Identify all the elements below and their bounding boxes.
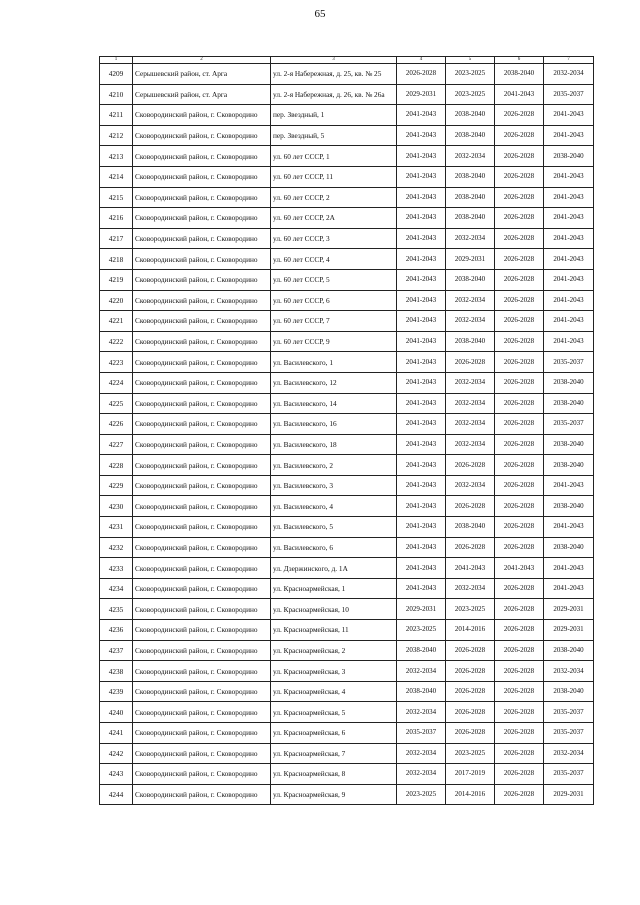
row-number-cell: 4210 bbox=[100, 84, 133, 105]
period-col-7-cell: 2035-2037 bbox=[544, 84, 594, 105]
period-col-6-cell: 2026-2028 bbox=[495, 331, 544, 352]
district-locality-cell: Сковородинский район, г. Сковородино bbox=[133, 372, 271, 393]
period-col-6-cell: 2026-2028 bbox=[495, 620, 544, 641]
district-locality-cell: Сковородинский район, г. Сковородино bbox=[133, 784, 271, 805]
address-cell: ул. Красноармейская, 10 bbox=[271, 599, 397, 620]
table-row bbox=[100, 764, 594, 785]
period-col-6-cell: 2026-2028 bbox=[495, 372, 544, 393]
row-number-cell: 4224 bbox=[100, 372, 133, 393]
period-col-6-cell: 2026-2028 bbox=[495, 269, 544, 290]
period-col-6-cell: 2026-2028 bbox=[495, 723, 544, 744]
table-row bbox=[100, 496, 594, 517]
period-col-7-cell: 2029-2031 bbox=[544, 784, 594, 805]
address-cell: ул. Василевского, 5 bbox=[271, 517, 397, 538]
period-col-5-cell: 2026-2028 bbox=[446, 702, 495, 723]
period-col-6-cell: 2026-2028 bbox=[495, 414, 544, 435]
period-col-5-cell: 2038-2040 bbox=[446, 166, 495, 187]
page-number: 65 bbox=[314, 8, 326, 20]
period-col-5-cell: 2029-2031 bbox=[446, 249, 495, 270]
district-locality-cell: Сковородинский район, г. Сковородино bbox=[133, 702, 271, 723]
row-number-cell: 4239 bbox=[100, 681, 133, 702]
period-col-4-cell: 2041-2043 bbox=[397, 455, 446, 476]
period-col-6-cell: 2026-2028 bbox=[495, 249, 544, 270]
column-number-header: 6 bbox=[495, 57, 544, 64]
period-col-4-cell: 2041-2043 bbox=[397, 517, 446, 538]
period-col-6-cell: 2026-2028 bbox=[495, 517, 544, 538]
period-col-6-cell: 2026-2028 bbox=[495, 187, 544, 208]
table-row bbox=[100, 414, 594, 435]
district-locality-cell: Сковородинский район, г. Сковородино bbox=[133, 723, 271, 744]
address-cell: ул. Василевского, 18 bbox=[271, 434, 397, 455]
address-cell: ул. Красноармейская, 4 bbox=[271, 681, 397, 702]
district-locality-cell: Сковородинский район, г. Сковородино bbox=[133, 105, 271, 126]
district-locality-cell: Сковородинский район, г. Сковородино bbox=[133, 146, 271, 167]
row-number-cell: 4236 bbox=[100, 620, 133, 641]
period-col-4-cell: 2041-2043 bbox=[397, 125, 446, 146]
period-col-6-cell: 2026-2028 bbox=[495, 475, 544, 496]
row-number-cell: 4218 bbox=[100, 249, 133, 270]
period-col-4-cell: 2041-2043 bbox=[397, 105, 446, 126]
period-col-7-cell: 2035-2037 bbox=[544, 414, 594, 435]
period-col-6-cell: 2026-2028 bbox=[495, 661, 544, 682]
table-row bbox=[100, 125, 594, 146]
address-cell: пер. Звездный, 5 bbox=[271, 125, 397, 146]
period-col-4-cell: 2038-2040 bbox=[397, 640, 446, 661]
row-number-cell: 4229 bbox=[100, 475, 133, 496]
table-row bbox=[100, 372, 594, 393]
period-col-4-cell: 2041-2043 bbox=[397, 578, 446, 599]
period-col-6-cell: 2026-2028 bbox=[495, 702, 544, 723]
district-locality-cell: Сковородинский район, г. Сковородино bbox=[133, 620, 271, 641]
period-col-5-cell: 2038-2040 bbox=[446, 269, 495, 290]
period-col-4-cell: 2041-2043 bbox=[397, 372, 446, 393]
table-row bbox=[100, 290, 594, 311]
row-number-cell: 4230 bbox=[100, 496, 133, 517]
period-col-4-cell: 2032-2034 bbox=[397, 702, 446, 723]
period-col-7-cell: 2041-2043 bbox=[544, 125, 594, 146]
period-col-6-cell: 2041-2043 bbox=[495, 84, 544, 105]
period-col-5-cell: 2023-2025 bbox=[446, 743, 495, 764]
period-col-5-cell: 2017-2019 bbox=[446, 764, 495, 785]
address-cell: ул. Красноармейская, 6 bbox=[271, 723, 397, 744]
period-col-4-cell: 2041-2043 bbox=[397, 352, 446, 373]
address-cell: ул. 60 лет СССР, 6 bbox=[271, 290, 397, 311]
district-locality-cell: Сковородинский район, г. Сковородино bbox=[133, 290, 271, 311]
period-col-7-cell: 2038-2040 bbox=[544, 681, 594, 702]
period-col-5-cell: 2014-2016 bbox=[446, 784, 495, 805]
period-col-5-cell: 2026-2028 bbox=[446, 640, 495, 661]
period-col-7-cell: 2041-2043 bbox=[544, 517, 594, 538]
district-locality-cell: Сковородинский район, г. Сковородино bbox=[133, 640, 271, 661]
table-row bbox=[100, 146, 594, 167]
row-number-cell: 4216 bbox=[100, 208, 133, 229]
row-number-cell: 4235 bbox=[100, 599, 133, 620]
table-row bbox=[100, 558, 594, 579]
period-col-5-cell: 2032-2034 bbox=[446, 393, 495, 414]
table-row bbox=[100, 208, 594, 229]
period-col-7-cell: 2038-2040 bbox=[544, 393, 594, 414]
address-cell: ул. Дзержинского, д. 1А bbox=[271, 558, 397, 579]
period-col-7-cell: 2035-2037 bbox=[544, 723, 594, 744]
district-locality-cell: Сковородинский район, г. Сковородино bbox=[133, 764, 271, 785]
period-col-6-cell: 2026-2028 bbox=[495, 743, 544, 764]
period-col-6-cell: 2026-2028 bbox=[495, 764, 544, 785]
period-col-7-cell: 2041-2043 bbox=[544, 208, 594, 229]
district-locality-cell: Сковородинский район, г. Сковородино bbox=[133, 311, 271, 332]
district-locality-cell: Сковородинский район, г. Сковородино bbox=[133, 681, 271, 702]
period-col-5-cell: 2032-2034 bbox=[446, 372, 495, 393]
period-col-7-cell: 2035-2037 bbox=[544, 352, 594, 373]
address-cell: ул. 60 лет СССР, 2 bbox=[271, 187, 397, 208]
table-row bbox=[100, 64, 594, 85]
address-cell: ул. Красноармейская, 8 bbox=[271, 764, 397, 785]
address-cell: ул. Василевского, 3 bbox=[271, 475, 397, 496]
period-col-7-cell: 2041-2043 bbox=[544, 105, 594, 126]
period-col-7-cell: 2041-2043 bbox=[544, 578, 594, 599]
period-col-7-cell: 2041-2043 bbox=[544, 475, 594, 496]
row-number-cell: 4242 bbox=[100, 743, 133, 764]
period-col-4-cell: 2041-2043 bbox=[397, 249, 446, 270]
period-col-4-cell: 2041-2043 bbox=[397, 414, 446, 435]
period-col-7-cell: 2041-2043 bbox=[544, 166, 594, 187]
registry-table bbox=[99, 56, 594, 805]
district-locality-cell: Сковородинский район, г. Сковородино bbox=[133, 455, 271, 476]
period-col-6-cell: 2026-2028 bbox=[495, 352, 544, 373]
row-number-cell: 4231 bbox=[100, 517, 133, 538]
period-col-4-cell: 2023-2025 bbox=[397, 784, 446, 805]
period-col-6-cell: 2026-2028 bbox=[495, 578, 544, 599]
address-cell: ул. Красноармейская, 7 bbox=[271, 743, 397, 764]
period-col-5-cell: 2032-2034 bbox=[446, 475, 495, 496]
period-col-4-cell: 2032-2034 bbox=[397, 764, 446, 785]
row-number-cell: 4221 bbox=[100, 311, 133, 332]
period-col-4-cell: 2026-2028 bbox=[397, 64, 446, 85]
district-locality-cell: Сковородинский район, г. Сковородино bbox=[133, 661, 271, 682]
period-col-4-cell: 2041-2043 bbox=[397, 331, 446, 352]
district-locality-cell: Сковородинский район, г. Сковородино bbox=[133, 517, 271, 538]
period-col-5-cell: 2032-2034 bbox=[446, 414, 495, 435]
address-cell: ул. Красноармейская, 3 bbox=[271, 661, 397, 682]
period-col-5-cell: 2032-2034 bbox=[446, 228, 495, 249]
period-col-4-cell: 2041-2043 bbox=[397, 496, 446, 517]
period-col-4-cell: 2041-2043 bbox=[397, 290, 446, 311]
period-col-4-cell: 2041-2043 bbox=[397, 434, 446, 455]
table-row bbox=[100, 166, 594, 187]
period-col-7-cell: 2041-2043 bbox=[544, 228, 594, 249]
period-col-6-cell: 2026-2028 bbox=[495, 434, 544, 455]
district-locality-cell: Сковородинский район, г. Сковородино bbox=[133, 352, 271, 373]
period-col-4-cell: 2041-2043 bbox=[397, 393, 446, 414]
period-col-7-cell: 2032-2034 bbox=[544, 661, 594, 682]
period-col-5-cell: 2026-2028 bbox=[446, 723, 495, 744]
row-number-cell: 4244 bbox=[100, 784, 133, 805]
period-col-7-cell: 2038-2040 bbox=[544, 146, 594, 167]
column-number-header: 3 bbox=[271, 57, 397, 64]
period-col-4-cell: 2041-2043 bbox=[397, 146, 446, 167]
period-col-4-cell: 2023-2025 bbox=[397, 620, 446, 641]
period-col-6-cell: 2026-2028 bbox=[495, 599, 544, 620]
row-number-cell: 4237 bbox=[100, 640, 133, 661]
column-number-header: 4 bbox=[397, 57, 446, 64]
row-number-cell: 4215 bbox=[100, 187, 133, 208]
district-locality-cell: Сковородинский район, г. Сковородино bbox=[133, 434, 271, 455]
district-locality-cell: Сковородинский район, г. Сковородино bbox=[133, 578, 271, 599]
address-cell: ул. Василевского, 1 bbox=[271, 352, 397, 373]
period-col-6-cell: 2026-2028 bbox=[495, 537, 544, 558]
address-cell: ул. 60 лет СССР, 7 bbox=[271, 311, 397, 332]
row-number-cell: 4238 bbox=[100, 661, 133, 682]
period-col-5-cell: 2038-2040 bbox=[446, 517, 495, 538]
address-cell: ул. Красноармейская, 9 bbox=[271, 784, 397, 805]
column-number-header: 7 bbox=[544, 57, 594, 64]
table-row bbox=[100, 84, 594, 105]
table-row bbox=[100, 702, 594, 723]
address-cell: ул. 60 лет СССР, 1 bbox=[271, 146, 397, 167]
district-locality-cell: Сковородинский район, г. Сковородино bbox=[133, 208, 271, 229]
row-number-cell: 4227 bbox=[100, 434, 133, 455]
period-col-7-cell: 2041-2043 bbox=[544, 269, 594, 290]
period-col-6-cell: 2041-2043 bbox=[495, 558, 544, 579]
address-cell: ул. 60 лет СССР, 3 bbox=[271, 228, 397, 249]
period-col-5-cell: 2038-2040 bbox=[446, 208, 495, 229]
table-row bbox=[100, 681, 594, 702]
address-cell: ул. 60 лет СССР, 4 bbox=[271, 249, 397, 270]
table-row bbox=[100, 743, 594, 764]
address-cell: ул. Красноармейская, 5 bbox=[271, 702, 397, 723]
period-col-7-cell: 2038-2040 bbox=[544, 455, 594, 476]
address-cell: ул. 60 лет СССР, 5 bbox=[271, 269, 397, 290]
period-col-5-cell: 2026-2028 bbox=[446, 496, 495, 517]
row-number-cell: 4243 bbox=[100, 764, 133, 785]
table-row bbox=[100, 331, 594, 352]
table-row bbox=[100, 537, 594, 558]
address-cell: ул. Василевского, 16 bbox=[271, 414, 397, 435]
table-row bbox=[100, 784, 594, 805]
period-col-4-cell: 2041-2043 bbox=[397, 311, 446, 332]
period-col-4-cell: 2041-2043 bbox=[397, 558, 446, 579]
row-number-cell: 4220 bbox=[100, 290, 133, 311]
district-locality-cell: Сковородинский район, г. Сковородино bbox=[133, 414, 271, 435]
period-col-7-cell: 2029-2031 bbox=[544, 599, 594, 620]
address-cell: ул. Красноармейская, 2 bbox=[271, 640, 397, 661]
row-number-cell: 4217 bbox=[100, 228, 133, 249]
row-number-cell: 4219 bbox=[100, 269, 133, 290]
period-col-7-cell: 2041-2043 bbox=[544, 187, 594, 208]
period-col-4-cell: 2041-2043 bbox=[397, 166, 446, 187]
address-cell: ул. Василевского, 4 bbox=[271, 496, 397, 517]
period-col-7-cell: 2029-2031 bbox=[544, 620, 594, 641]
period-col-4-cell: 2041-2043 bbox=[397, 228, 446, 249]
period-col-5-cell: 2023-2025 bbox=[446, 599, 495, 620]
table-row bbox=[100, 723, 594, 744]
period-col-7-cell: 2041-2043 bbox=[544, 331, 594, 352]
period-col-4-cell: 2041-2043 bbox=[397, 537, 446, 558]
period-col-7-cell: 2041-2043 bbox=[544, 311, 594, 332]
period-col-5-cell: 2032-2034 bbox=[446, 146, 495, 167]
address-cell: ул. 60 лет СССР, 11 bbox=[271, 166, 397, 187]
row-number-cell: 4213 bbox=[100, 146, 133, 167]
period-col-6-cell: 2026-2028 bbox=[495, 290, 544, 311]
period-col-7-cell: 2032-2034 bbox=[544, 743, 594, 764]
period-col-7-cell: 2035-2037 bbox=[544, 764, 594, 785]
period-col-4-cell: 2032-2034 bbox=[397, 661, 446, 682]
column-number-header: 2 bbox=[133, 57, 271, 64]
period-col-7-cell: 2038-2040 bbox=[544, 496, 594, 517]
table-row bbox=[100, 455, 594, 476]
table-row bbox=[100, 640, 594, 661]
period-col-5-cell: 2032-2034 bbox=[446, 434, 495, 455]
district-locality-cell: Сковородинский район, г. Сковородино bbox=[133, 269, 271, 290]
row-number-cell: 4214 bbox=[100, 166, 133, 187]
period-col-5-cell: 2041-2043 bbox=[446, 558, 495, 579]
table-row bbox=[100, 393, 594, 414]
table-row bbox=[100, 187, 594, 208]
period-col-5-cell: 2026-2028 bbox=[446, 661, 495, 682]
period-col-7-cell: 2041-2043 bbox=[544, 290, 594, 311]
period-col-5-cell: 2026-2028 bbox=[446, 352, 495, 373]
table-row bbox=[100, 105, 594, 126]
period-col-4-cell: 2041-2043 bbox=[397, 187, 446, 208]
row-number-cell: 4212 bbox=[100, 125, 133, 146]
district-locality-cell: Сковородинский район, г. Сковородино bbox=[133, 187, 271, 208]
row-number-cell: 4226 bbox=[100, 414, 133, 435]
period-col-4-cell: 2041-2043 bbox=[397, 475, 446, 496]
district-locality-cell: Сковородинский район, г. Сковородино bbox=[133, 743, 271, 764]
period-col-4-cell: 2032-2034 bbox=[397, 743, 446, 764]
district-locality-cell: Сковородинский район, г. Сковородино bbox=[133, 331, 271, 352]
district-locality-cell: Сковородинский район, г. Сковородино bbox=[133, 496, 271, 517]
row-number-cell: 4233 bbox=[100, 558, 133, 579]
period-col-6-cell: 2026-2028 bbox=[495, 784, 544, 805]
period-col-4-cell: 2029-2031 bbox=[397, 599, 446, 620]
column-number-row bbox=[100, 57, 594, 64]
table-row bbox=[100, 434, 594, 455]
district-locality-cell: Сковородинский район, г. Сковородино bbox=[133, 393, 271, 414]
address-cell: ул. 60 лет СССР, 9 bbox=[271, 331, 397, 352]
period-col-5-cell: 2023-2025 bbox=[446, 64, 495, 85]
district-locality-cell: Серышевский район, ст. Арга bbox=[133, 84, 271, 105]
row-number-cell: 4234 bbox=[100, 578, 133, 599]
row-number-cell: 4225 bbox=[100, 393, 133, 414]
district-locality-cell: Сковородинский район, г. Сковородино bbox=[133, 599, 271, 620]
period-col-7-cell: 2032-2034 bbox=[544, 64, 594, 85]
address-cell: ул. Василевского, 14 bbox=[271, 393, 397, 414]
address-cell: ул. 2-я Набережная, д. 26, кв. № 26а bbox=[271, 84, 397, 105]
district-locality-cell: Серышевский район, ст. Арга bbox=[133, 64, 271, 85]
address-cell: ул. 2-я Набережная, д. 25, кв. № 25 bbox=[271, 64, 397, 85]
period-col-5-cell: 2026-2028 bbox=[446, 537, 495, 558]
period-col-7-cell: 2038-2040 bbox=[544, 640, 594, 661]
table-row bbox=[100, 620, 594, 641]
period-col-6-cell: 2026-2028 bbox=[495, 640, 544, 661]
district-locality-cell: Сковородинский район, г. Сковородино bbox=[133, 249, 271, 270]
period-col-7-cell: 2038-2040 bbox=[544, 537, 594, 558]
period-col-6-cell: 2038-2040 bbox=[495, 64, 544, 85]
address-cell: ул. Василевского, 6 bbox=[271, 537, 397, 558]
table-row bbox=[100, 352, 594, 373]
period-col-5-cell: 2038-2040 bbox=[446, 187, 495, 208]
address-cell: ул. Красноармейская, 1 bbox=[271, 578, 397, 599]
table-row bbox=[100, 578, 594, 599]
row-number-cell: 4240 bbox=[100, 702, 133, 723]
period-col-4-cell: 2035-2037 bbox=[397, 723, 446, 744]
period-col-6-cell: 2026-2028 bbox=[495, 496, 544, 517]
district-locality-cell: Сковородинский район, г. Сковородино bbox=[133, 228, 271, 249]
period-col-6-cell: 2026-2028 bbox=[495, 393, 544, 414]
period-col-6-cell: 2026-2028 bbox=[495, 208, 544, 229]
table-row bbox=[100, 661, 594, 682]
period-col-5-cell: 2023-2025 bbox=[446, 84, 495, 105]
address-cell: ул. Василевского, 12 bbox=[271, 372, 397, 393]
district-locality-cell: Сковородинский район, г. Сковородино bbox=[133, 125, 271, 146]
period-col-7-cell: 2041-2043 bbox=[544, 558, 594, 579]
period-col-5-cell: 2026-2028 bbox=[446, 455, 495, 476]
row-number-cell: 4232 bbox=[100, 537, 133, 558]
table-row bbox=[100, 249, 594, 270]
period-col-5-cell: 2038-2040 bbox=[446, 331, 495, 352]
period-col-5-cell: 2032-2034 bbox=[446, 290, 495, 311]
row-number-cell: 4209 bbox=[100, 64, 133, 85]
period-col-5-cell: 2032-2034 bbox=[446, 311, 495, 332]
district-locality-cell: Сковородинский район, г. Сковородино bbox=[133, 558, 271, 579]
period-col-5-cell: 2038-2040 bbox=[446, 125, 495, 146]
period-col-6-cell: 2026-2028 bbox=[495, 105, 544, 126]
table-body bbox=[100, 64, 594, 805]
period-col-6-cell: 2026-2028 bbox=[495, 146, 544, 167]
period-col-6-cell: 2026-2028 bbox=[495, 125, 544, 146]
period-col-7-cell: 2041-2043 bbox=[544, 249, 594, 270]
table-row bbox=[100, 475, 594, 496]
table-row bbox=[100, 311, 594, 332]
table-row bbox=[100, 228, 594, 249]
period-col-7-cell: 2038-2040 bbox=[544, 372, 594, 393]
period-col-5-cell: 2014-2016 bbox=[446, 620, 495, 641]
row-number-cell: 4223 bbox=[100, 352, 133, 373]
period-col-6-cell: 2026-2028 bbox=[495, 166, 544, 187]
row-number-cell: 4241 bbox=[100, 723, 133, 744]
period-col-6-cell: 2026-2028 bbox=[495, 228, 544, 249]
row-number-cell: 4211 bbox=[100, 105, 133, 126]
period-col-4-cell: 2029-2031 bbox=[397, 84, 446, 105]
table-row bbox=[100, 599, 594, 620]
period-col-4-cell: 2041-2043 bbox=[397, 269, 446, 290]
table-row bbox=[100, 269, 594, 290]
address-cell: ул. Василевского, 2 bbox=[271, 455, 397, 476]
period-col-7-cell: 2038-2040 bbox=[544, 434, 594, 455]
column-number-header: 5 bbox=[446, 57, 495, 64]
district-locality-cell: Сковородинский район, г. Сковородино bbox=[133, 537, 271, 558]
period-col-4-cell: 2041-2043 bbox=[397, 208, 446, 229]
period-col-7-cell: 2035-2037 bbox=[544, 702, 594, 723]
period-col-6-cell: 2026-2028 bbox=[495, 455, 544, 476]
address-cell: ул. 60 лет СССР, 2А bbox=[271, 208, 397, 229]
period-col-5-cell: 2026-2028 bbox=[446, 681, 495, 702]
district-locality-cell: Сковородинский район, г. Сковородино bbox=[133, 166, 271, 187]
row-number-cell: 4222 bbox=[100, 331, 133, 352]
row-number-cell: 4228 bbox=[100, 455, 133, 476]
address-cell: пер. Звездный, 1 bbox=[271, 105, 397, 126]
period-col-4-cell: 2038-2040 bbox=[397, 681, 446, 702]
district-locality-cell: Сковородинский район, г. Сковородино bbox=[133, 475, 271, 496]
period-col-6-cell: 2026-2028 bbox=[495, 311, 544, 332]
period-col-5-cell: 2038-2040 bbox=[446, 105, 495, 126]
period-col-6-cell: 2026-2028 bbox=[495, 681, 544, 702]
period-col-5-cell: 2032-2034 bbox=[446, 578, 495, 599]
table-row bbox=[100, 517, 594, 538]
column-number-header: 1 bbox=[100, 57, 133, 64]
address-cell: ул. Красноармейская, 11 bbox=[271, 620, 397, 641]
